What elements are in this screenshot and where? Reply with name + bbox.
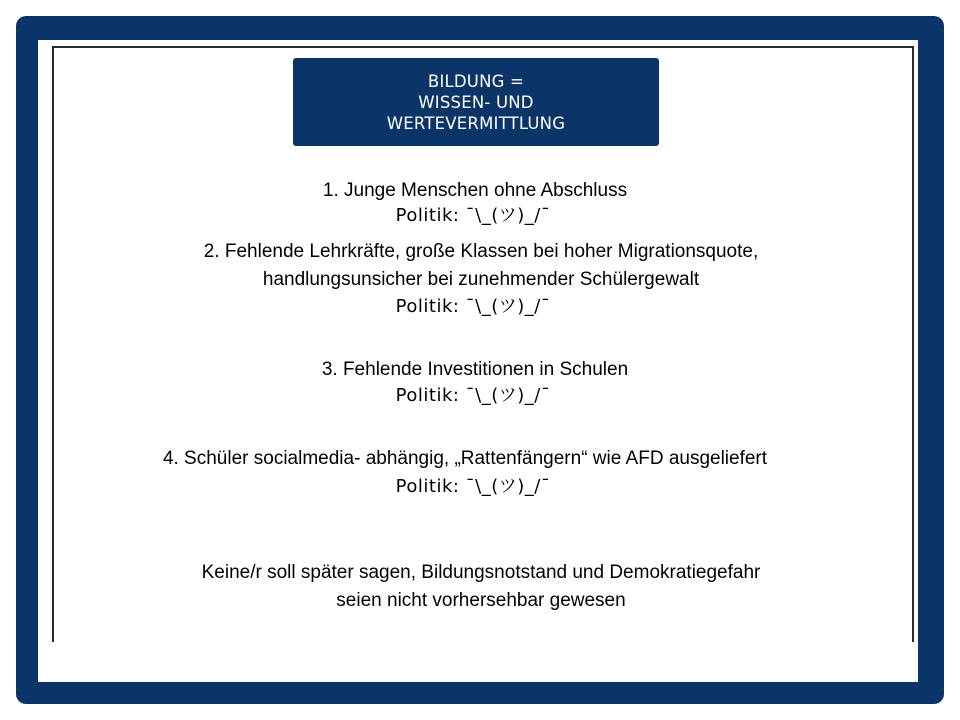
point-3-politik: Politik: ¯\_(ツ)_/¯ [395, 385, 551, 406]
point-2-text-line-1: 2. Fehlende Lehrkräfte, große Klassen bei hoher Migrationsquote, [203, 241, 759, 262]
slide [38, 40, 918, 682]
title-line-1: BILDUNG = [427, 71, 525, 91]
closing-line-1: Keine/r soll später sagen, Bildungsnotstand und Demokratiegefahr [201, 562, 761, 583]
point-3-text: 3. Fehlende Investitionen in Schulen [321, 359, 629, 380]
point-2-politik: Politik: ¯\_(ツ)_/¯ [395, 296, 551, 317]
title-line-3: WERTEVERMITTLUNG [386, 113, 566, 133]
point-4-politik: Politik: ¯\_(ツ)_/¯ [395, 476, 551, 497]
point-1-politik: Politik: ¯\_(ツ)_/¯ [395, 205, 551, 226]
title-box [293, 58, 659, 146]
closing-line-2: seien nicht vorhersehbar gewesen [336, 590, 626, 611]
point-1-text: 1. Junge Menschen ohne Abschluss [322, 180, 628, 201]
title-line-2: WISSEN- UND [418, 92, 534, 112]
point-2-text-line-2: handlungsunsicher bei zunehmender Schülergewalt [262, 269, 700, 290]
point-4-text: 4. Schüler socialmedia- abhängig, „Rattenfängern“ wie AFD ausgeliefert [162, 448, 768, 469]
